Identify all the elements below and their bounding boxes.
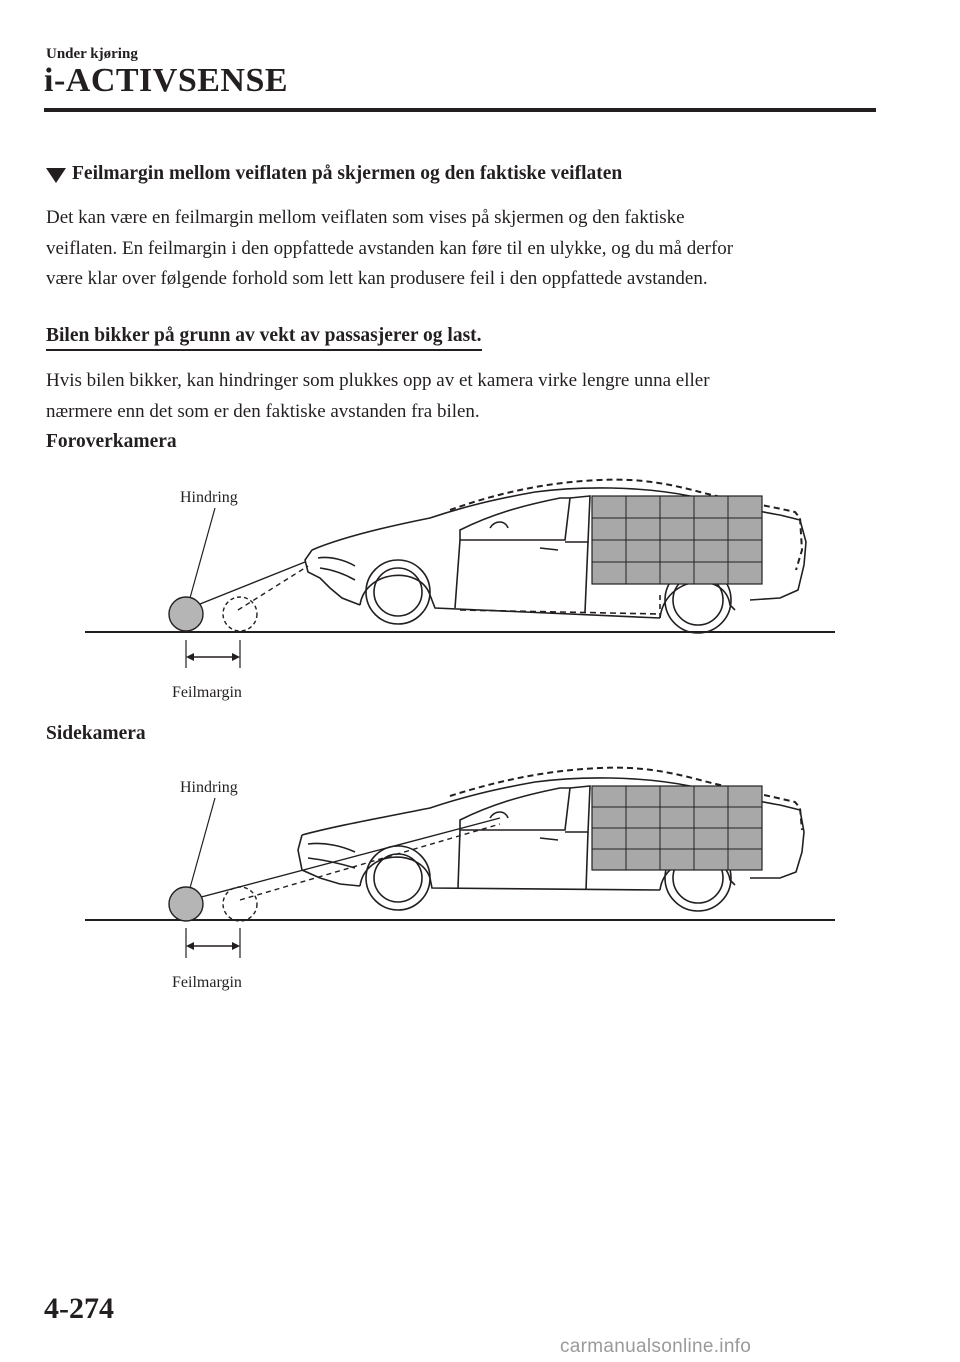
obstacle-actual xyxy=(169,887,203,921)
camera-view-grid xyxy=(592,496,762,584)
callout-obstacle: Hindring xyxy=(180,489,238,506)
figure-label-forward-camera: Foroverkamera xyxy=(46,431,177,452)
obstacle-perceived xyxy=(223,887,257,921)
paragraph-line: nærmere enn det som er den faktiske avstanden fra bilen. xyxy=(46,400,480,422)
obstacle-actual xyxy=(169,597,203,631)
sight-line xyxy=(190,562,305,608)
subheading: Bilen bikker på grunn av vekt av passasjerer og last. xyxy=(46,325,482,351)
figure-label-side-camera: Sidekamera xyxy=(46,723,146,744)
header-rule xyxy=(44,108,876,112)
sight-line-dashed xyxy=(238,566,308,610)
chapter-title: i-ACTIVSENSE xyxy=(44,62,289,99)
paragraph-line: veiflaten. En feilmargin i den oppfattede avstanden kan føre til en ulykke, og du må derfor xyxy=(46,237,734,259)
section-heading-text: Feilmargin mellom veiflaten på skjermen og den faktiske veiflaten xyxy=(72,163,623,184)
watermark: carmanualsonline.info xyxy=(560,1336,752,1357)
figure-forward-camera xyxy=(80,470,840,710)
paragraph-line: være klar over følgende forhold som lett kan produsere feil i den oppfattede avstanden. xyxy=(46,268,708,289)
figure-side-camera xyxy=(80,760,840,1000)
callout-error-margin: Feilmargin xyxy=(172,974,242,991)
callout-obstacle: Hindring xyxy=(180,779,238,796)
callout-leader xyxy=(190,798,215,888)
obstacle-perceived xyxy=(223,597,257,631)
paragraph-line: Det kan være en feilmargin mellom veiflaten som vises på skjermen og den faktiske xyxy=(46,207,685,228)
section-label: Under kjøring xyxy=(46,46,138,62)
callout-leader xyxy=(190,508,215,598)
callout-error-margin: Feilmargin xyxy=(172,684,242,701)
triangle-bullet-icon xyxy=(46,168,66,183)
page-number: 4-274 xyxy=(44,1292,114,1325)
paragraph-line: Hvis bilen bikker, kan hindringer som plukkes opp av et kamera virke lengre unna eller xyxy=(46,370,710,391)
camera-view-grid xyxy=(592,786,762,870)
intro-paragraph xyxy=(46,203,866,295)
explanation-paragraph xyxy=(46,366,866,427)
section-heading xyxy=(46,163,622,185)
